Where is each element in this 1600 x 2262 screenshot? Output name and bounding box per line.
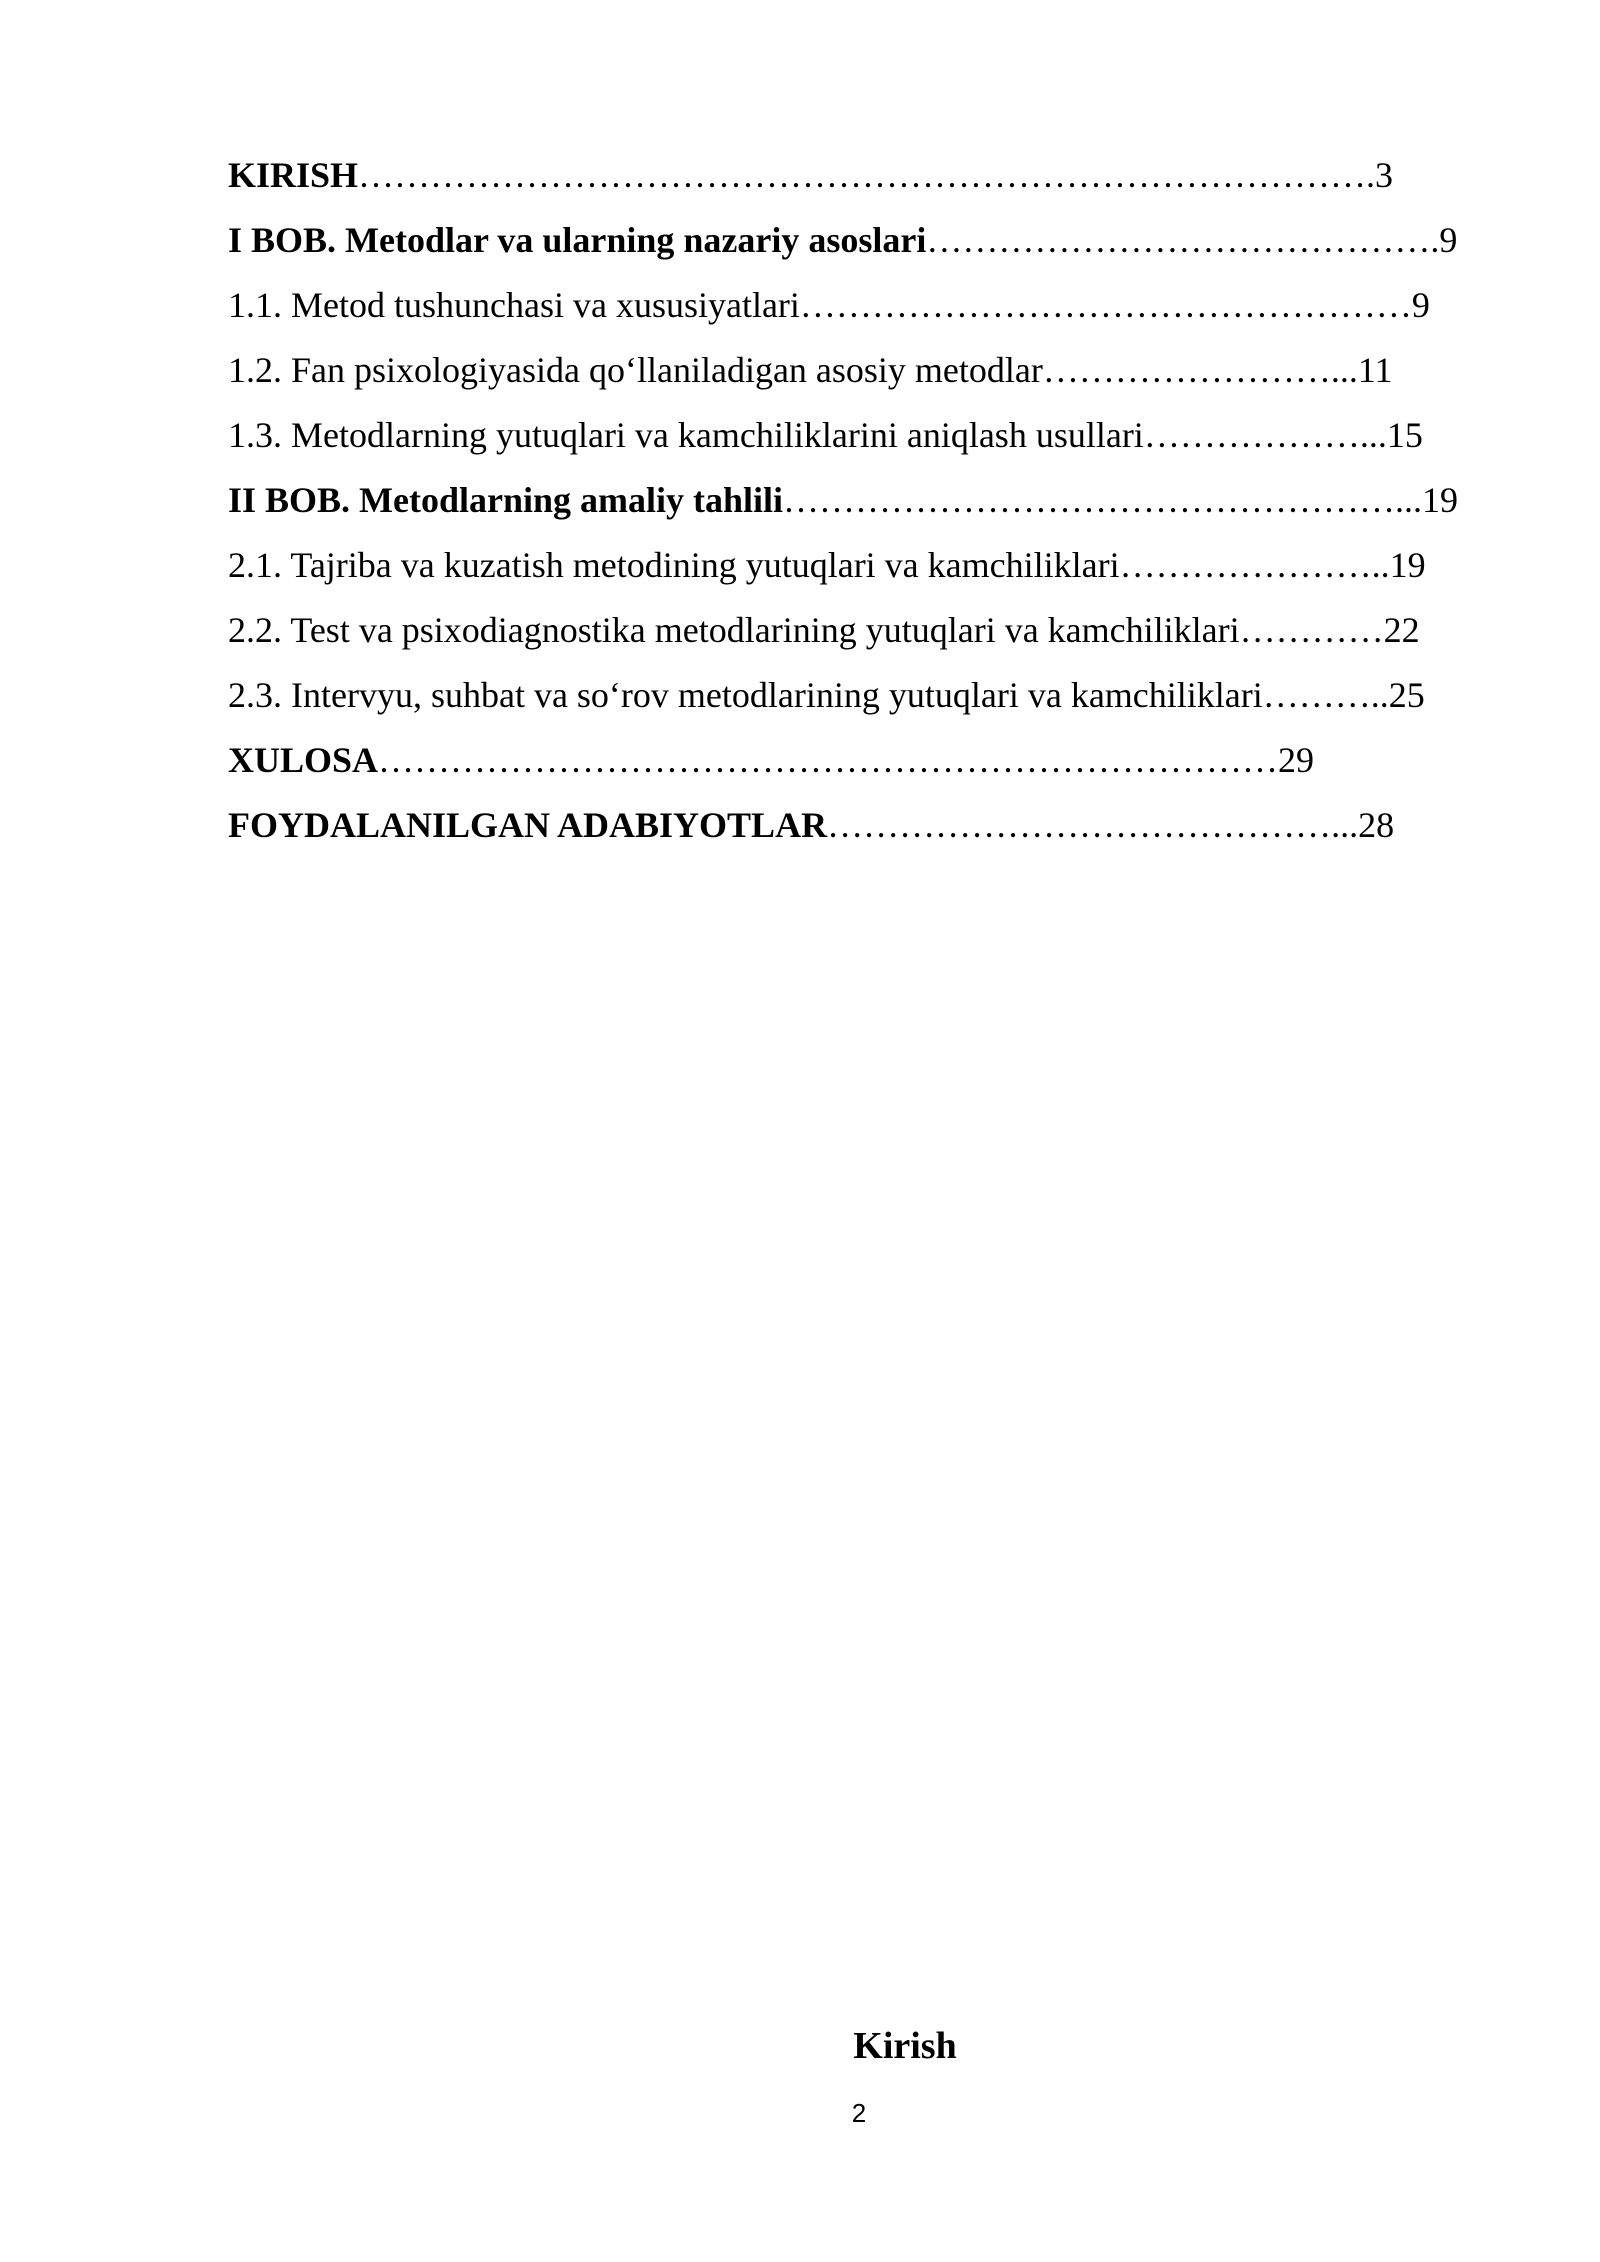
toc-entry-title: 2.1. Tajriba va kuzatish metodining yutuqlari va kamchiliklari [228,545,1120,585]
toc-entry-leader: …………………………………….9 [926,220,1458,260]
toc-entry-title: XULOSA [228,740,379,780]
toc-entry-1-3[interactable] [228,408,1488,473]
toc-entry-title: 1.1. Metod tushunchasi va xususiyatlari [228,285,800,325]
toc-entry-xulosa[interactable] [228,733,1488,798]
toc-entry-leader: …………………..19 [1119,545,1426,585]
toc-entry-title: 2.2. Test va psixodiagnostika metodlarining yutuqlari va kamchiliklari [228,610,1240,650]
section-heading: Kirish [853,2025,957,2067]
toc-entry-title: 1.3. Metodlarning yutuqlari va kamchiliklarini aniqlash usullari [228,415,1144,455]
toc-entry-leader: ……………………………………………...19 [783,480,1459,520]
toc-entry-leader: ………..25 [1262,675,1425,715]
toc-entry-2-3[interactable] [228,668,1488,733]
table-of-contents [228,148,1488,863]
toc-entry-leader: ………………...15 [1143,415,1423,455]
toc-entry-title: 2.3. Intervyu, suhbat va so‘rov metodlarining yutuqlari va kamchiliklari [228,675,1263,715]
toc-entry-leader: ………………………………………………………………………….3 [358,155,1394,195]
toc-entry-leader: ……………………………………………9 [799,285,1430,325]
toc-entry-title: KIRISH [228,155,359,195]
toc-entry-adabiyotlar[interactable] [228,798,1488,863]
toc-entry-leader: …………22 [1239,610,1420,650]
toc-entry-leader: …………………………………………………………………29 [378,740,1315,780]
toc-entry-1-1[interactable] [228,278,1488,343]
toc-entry-kirish[interactable] [228,148,1488,213]
toc-entry-title: FOYDALANILGAN ADABIYOTLAR [228,805,828,845]
toc-entry-chapter-2[interactable] [228,473,1488,538]
toc-entry-2-1[interactable] [228,538,1488,603]
toc-entry-leader: ……………………...11 [1042,350,1393,390]
page-number: 2 [851,2098,867,2128]
toc-entry-2-2[interactable] [228,603,1488,668]
toc-entry-title: II BOB. Metodlarning amaliy tahlili [228,480,784,520]
toc-entry-title: 1.2. Fan psixologiyasida qo‘llaniladigan asosiy metodlar [228,350,1043,390]
toc-entry-chapter-1[interactable] [228,213,1488,278]
toc-entry-1-2[interactable] [228,343,1488,408]
toc-entry-title: I BOB. Metodlar va ularning nazariy asoslari [228,220,927,260]
toc-entry-leader: ……………………………………...28 [827,805,1395,845]
